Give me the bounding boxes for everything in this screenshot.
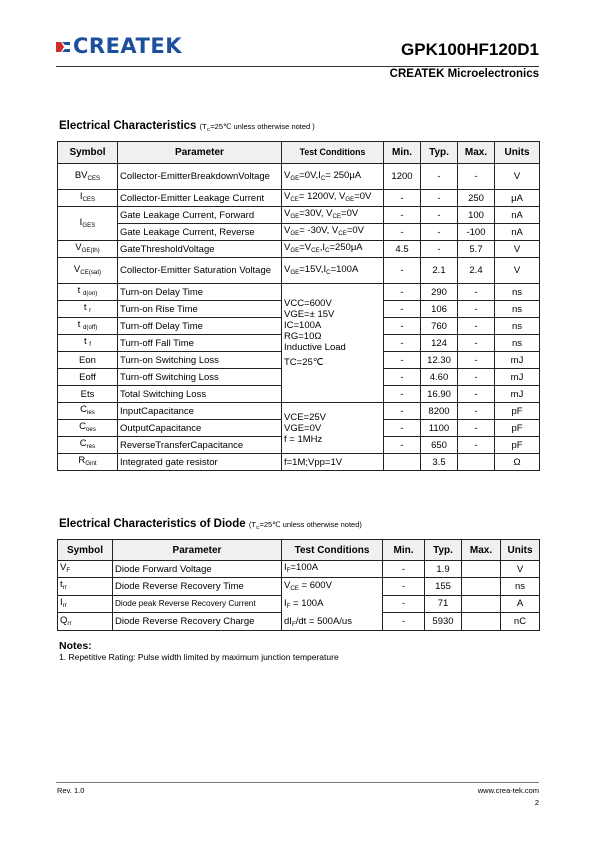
max-cell: - xyxy=(458,318,495,335)
page-number: 2 xyxy=(534,798,539,807)
typ-cell: 2.1 xyxy=(421,258,458,284)
parameter-cell: Diode Reverse Recovery Charge xyxy=(113,613,282,631)
section-conditions: ($T_C=25℃$ unless otherwise noted ) xyxy=(199,122,315,133)
parameter-cell: Diode Forward Voltage xyxy=(113,561,282,578)
parameter-cell: OutputCapacitance xyxy=(118,420,282,437)
switching-conditions-cell xyxy=(282,284,384,403)
condition-line: VCE=25V xyxy=(284,411,326,423)
max-cell xyxy=(462,613,501,631)
min-cell: - xyxy=(384,301,421,318)
condition-line: $dI_F/dt = 500A/us$ xyxy=(284,616,352,628)
min-cell: - xyxy=(383,595,425,613)
condition-cell: $V_{CE}= 1200V$, $V_{GE}=0V$ xyxy=(282,190,384,207)
section-conditions: ($T_C=25℃$ unless otherwise noted) xyxy=(248,520,362,531)
typ-cell: - xyxy=(421,190,458,207)
symbol-cell: $Q_{rr}$ xyxy=(58,613,113,631)
typ-cell: 4.60 xyxy=(421,369,458,386)
unit-cell: mJ xyxy=(495,386,540,403)
symbol-cell: $V_{GE(th)}$ xyxy=(58,241,118,258)
max-cell xyxy=(462,561,501,578)
typ-cell: - xyxy=(421,207,458,224)
min-cell: 1200 xyxy=(384,164,421,190)
unit-cell: V xyxy=(495,164,540,190)
condition-line: IC=100A xyxy=(284,320,322,331)
header-typ: Typ. xyxy=(421,142,458,164)
max-cell: 2.4 xyxy=(458,258,495,284)
parameter-cell: Diode Reverse Recovery Time xyxy=(113,578,282,596)
header-parameter: Parameter xyxy=(113,540,282,561)
logo-wordmark: CREATEK xyxy=(73,34,182,58)
unit-cell: mJ xyxy=(495,369,540,386)
max-cell: - xyxy=(458,352,495,369)
footer-divider xyxy=(56,782,539,783)
section-title-diode xyxy=(59,518,362,531)
max-cell: - xyxy=(458,437,495,454)
typ-cell: - xyxy=(421,224,458,241)
document-title: GPK100HF120D1 xyxy=(401,40,539,59)
section-title-electrical xyxy=(59,120,315,133)
parameter-cell: Collector-EmitterBreakdownVoltage xyxy=(118,164,282,190)
header-parameter: Parameter xyxy=(118,142,282,164)
symbol-cell: Eon xyxy=(58,352,118,369)
table-row xyxy=(58,207,540,224)
symbol-cell: Ets xyxy=(58,386,118,403)
unit-cell: ns xyxy=(495,335,540,352)
max-cell: - xyxy=(458,420,495,437)
unit-cell: pF xyxy=(495,437,540,454)
parameter-cell: Turn-on Delay Time xyxy=(118,284,282,301)
header-typ: Typ. xyxy=(425,540,462,561)
min-cell: - xyxy=(384,258,421,284)
parameter-cell: Turn-off Fall Time xyxy=(118,335,282,352)
parameter-cell: Gate Leakage Current, Forward xyxy=(118,207,282,224)
unit-cell: nA xyxy=(495,224,540,241)
parameter-cell: Collector-Emitter Leakage Current xyxy=(118,190,282,207)
parameter-cell: Collector-Emitter Saturation Voltage xyxy=(118,258,282,284)
typ-cell: 155 xyxy=(425,578,462,596)
symbol-cell: $R_{Gint}$ xyxy=(58,454,118,471)
min-cell: - xyxy=(384,369,421,386)
symbol-cell: $I_{CES}$ xyxy=(58,190,118,207)
max-cell: - xyxy=(458,301,495,318)
min-cell: - xyxy=(384,386,421,403)
max-cell: - xyxy=(458,386,495,403)
unit-cell: ns xyxy=(495,284,540,301)
max-cell: 100 xyxy=(458,207,495,224)
max-cell: - xyxy=(458,164,495,190)
header-max: Max. xyxy=(458,142,495,164)
condition-cell: $V_{GE}=30V$, $V_{CE}=0V$ xyxy=(282,207,384,224)
typ-cell: 12.30 xyxy=(421,352,458,369)
parameter-cell: Turn-on Rise Time xyxy=(118,301,282,318)
symbol-cell: $BV_{CES}$ xyxy=(58,164,118,190)
unit-cell: mJ xyxy=(495,352,540,369)
table-row xyxy=(58,258,540,284)
condition-line: $V_{CE} = 600V$ xyxy=(284,580,332,592)
header-min: Min. xyxy=(384,142,421,164)
typ-cell: 1100 xyxy=(421,420,458,437)
min-cell: - xyxy=(384,190,421,207)
unit-cell: μA xyxy=(495,190,540,207)
condition-line: TC=25℃ xyxy=(284,357,324,368)
condition-cell: $V_{GE}=V_{CE},I_C=250\mu A$ xyxy=(282,241,384,258)
symbol-cell: $V_{CE(sat)}$ xyxy=(58,258,118,284)
typ-cell: 16.90 xyxy=(421,386,458,403)
max-cell: - xyxy=(458,403,495,420)
min-cell xyxy=(384,454,421,471)
header-test-conditions: Test Conditions xyxy=(282,142,384,164)
condition-line: VCC=600V xyxy=(284,298,332,309)
min-cell: - xyxy=(384,352,421,369)
symbol-cell: t $_{d(off)}$ xyxy=(58,318,118,335)
unit-cell: Ω xyxy=(495,454,540,471)
symbol-cell: $t_{rr}$ xyxy=(58,578,113,596)
unit-cell: pF xyxy=(495,420,540,437)
max-cell: 5.7 xyxy=(458,241,495,258)
parameter-cell: Total Switching Loss xyxy=(118,386,282,403)
min-cell: - xyxy=(384,207,421,224)
max-cell xyxy=(458,454,495,471)
min-cell: - xyxy=(384,437,421,454)
min-cell: - xyxy=(384,403,421,420)
website-link[interactable]: www.crea-tek.com xyxy=(477,786,539,795)
min-cell: - xyxy=(383,613,425,631)
min-cell: - xyxy=(384,335,421,352)
symbol-cell: Eoff xyxy=(58,369,118,386)
table-header-row xyxy=(58,540,540,561)
symbol-cell: $I_{GES}$ xyxy=(58,207,118,241)
symbol-cell: $C_{ies}$ xyxy=(58,403,118,420)
condition-line: VGE=± 15V xyxy=(284,309,335,320)
max-cell xyxy=(462,578,501,596)
max-cell xyxy=(462,595,501,613)
condition-line: Inductive Load xyxy=(284,342,346,353)
condition-line: f = 1MHz xyxy=(284,433,323,445)
header-units: Units xyxy=(495,142,540,164)
parameter-cell: ReverseTransferCapacitance xyxy=(118,437,282,454)
condition-cell: $V_{GE}=0V,I_C= 250\mu A$ xyxy=(282,164,384,190)
table-row xyxy=(58,164,540,190)
typ-cell: 106 xyxy=(421,301,458,318)
typ-cell: 650 xyxy=(421,437,458,454)
unit-cell: V xyxy=(501,561,540,578)
parameter-cell: Turn-off Switching Loss xyxy=(118,369,282,386)
parameter-cell: GateThresholdVoltage xyxy=(118,241,282,258)
typ-cell: 1.9 xyxy=(425,561,462,578)
condition-line: $I_F = 100A$ xyxy=(284,598,324,610)
header-max: Max. xyxy=(462,540,501,561)
symbol-cell: $V_F$ xyxy=(58,561,113,578)
parameter-cell: Turn-off Delay Time xyxy=(118,318,282,335)
typ-cell: 3.5 xyxy=(421,454,458,471)
condition-line: VGE=0V xyxy=(284,422,322,434)
table-row xyxy=(58,190,540,207)
symbol-cell: t $_r$ xyxy=(58,301,118,318)
typ-cell: 760 xyxy=(421,318,458,335)
min-cell: - xyxy=(384,224,421,241)
unit-cell: V xyxy=(495,258,540,284)
header-symbol: Symbol xyxy=(58,142,118,164)
revision-label: Rev. 1.0 xyxy=(57,786,85,795)
table-row xyxy=(58,241,540,258)
table-row xyxy=(58,284,540,301)
typ-cell: 124 xyxy=(421,335,458,352)
parameter-cell: Gate Leakage Current, Reverse xyxy=(118,224,282,241)
min-cell: - xyxy=(384,420,421,437)
unit-cell: V xyxy=(495,241,540,258)
electrical-characteristics-table xyxy=(57,141,540,471)
symbol-cell: t $_f$ xyxy=(58,335,118,352)
min-cell: - xyxy=(384,318,421,335)
symbol-cell: $C_{res}$ xyxy=(58,437,118,454)
header-symbol: Symbol xyxy=(58,540,113,561)
max-cell: - xyxy=(458,369,495,386)
symbol-cell: $C_{oes}$ xyxy=(58,420,118,437)
condition-cell: f=1M;Vpp=1V xyxy=(282,454,384,471)
unit-cell: ns xyxy=(495,301,540,318)
capacitance-conditions-cell xyxy=(282,403,384,454)
table-header-row xyxy=(58,142,540,164)
table-row xyxy=(58,454,540,471)
header-test-conditions: Test Conditions xyxy=(282,540,383,561)
company-name: CREATEK Microelectronics xyxy=(389,68,539,80)
condition-cell: $V_{GE}=15V,I_C=100A$ xyxy=(282,258,384,284)
reverse-recovery-conditions-cell xyxy=(282,578,383,631)
parameter-cell: InputCapacitance xyxy=(118,403,282,420)
min-cell: - xyxy=(383,561,425,578)
typ-cell: - xyxy=(421,241,458,258)
symbol-cell: t $_{d(on)}$ xyxy=(58,284,118,301)
max-cell: -100 xyxy=(458,224,495,241)
symbol-cell: $I_{rr}$ xyxy=(58,595,113,613)
typ-cell: 71 xyxy=(425,595,462,613)
max-cell: - xyxy=(458,284,495,301)
typ-cell: 8200 xyxy=(421,403,458,420)
typ-cell: - xyxy=(421,164,458,190)
header-divider xyxy=(56,66,539,67)
table-row xyxy=(58,561,540,578)
parameter-cell: Diode peak Reverse Recovery Current xyxy=(113,595,282,613)
unit-cell: pF xyxy=(495,403,540,420)
table-row xyxy=(58,578,540,596)
table-row xyxy=(58,224,540,241)
parameter-cell: Turn-on Switching Loss xyxy=(118,352,282,369)
parameter-cell: Integrated gate resistor xyxy=(118,454,282,471)
unit-cell: nA xyxy=(495,207,540,224)
note-item: 1. Repetitive Rating: Pulse width limited by maximum junction temperature xyxy=(59,652,339,662)
condition-line: RG=10Ω xyxy=(284,331,322,342)
condition-cell: $V_{GE}= -30V$, $V_{CE}=0V$ xyxy=(282,224,384,241)
min-cell: - xyxy=(383,578,425,596)
condition-cell: $I_F=100A$ xyxy=(282,561,383,578)
max-cell: - xyxy=(458,335,495,352)
min-cell: 4.5 xyxy=(384,241,421,258)
header-min: Min. xyxy=(383,540,425,561)
unit-cell: nC xyxy=(501,613,540,631)
min-cell: - xyxy=(384,284,421,301)
typ-cell: 5930 xyxy=(425,613,462,631)
diode-characteristics-table xyxy=(57,539,540,631)
section-title-text: Electrical Characteristics xyxy=(59,120,197,132)
notes-title: Notes: xyxy=(59,640,92,652)
max-cell: 250 xyxy=(458,190,495,207)
unit-cell: A xyxy=(501,595,540,613)
createk-logo xyxy=(56,36,201,60)
section-title-text: Electrical Characteristics of Diode xyxy=(59,518,246,530)
unit-cell: ns xyxy=(501,578,540,596)
createk-logo-icon xyxy=(56,40,70,54)
table-row xyxy=(58,403,540,420)
unit-cell: ns xyxy=(495,318,540,335)
header-units: Units xyxy=(501,540,540,561)
typ-cell: 290 xyxy=(421,284,458,301)
